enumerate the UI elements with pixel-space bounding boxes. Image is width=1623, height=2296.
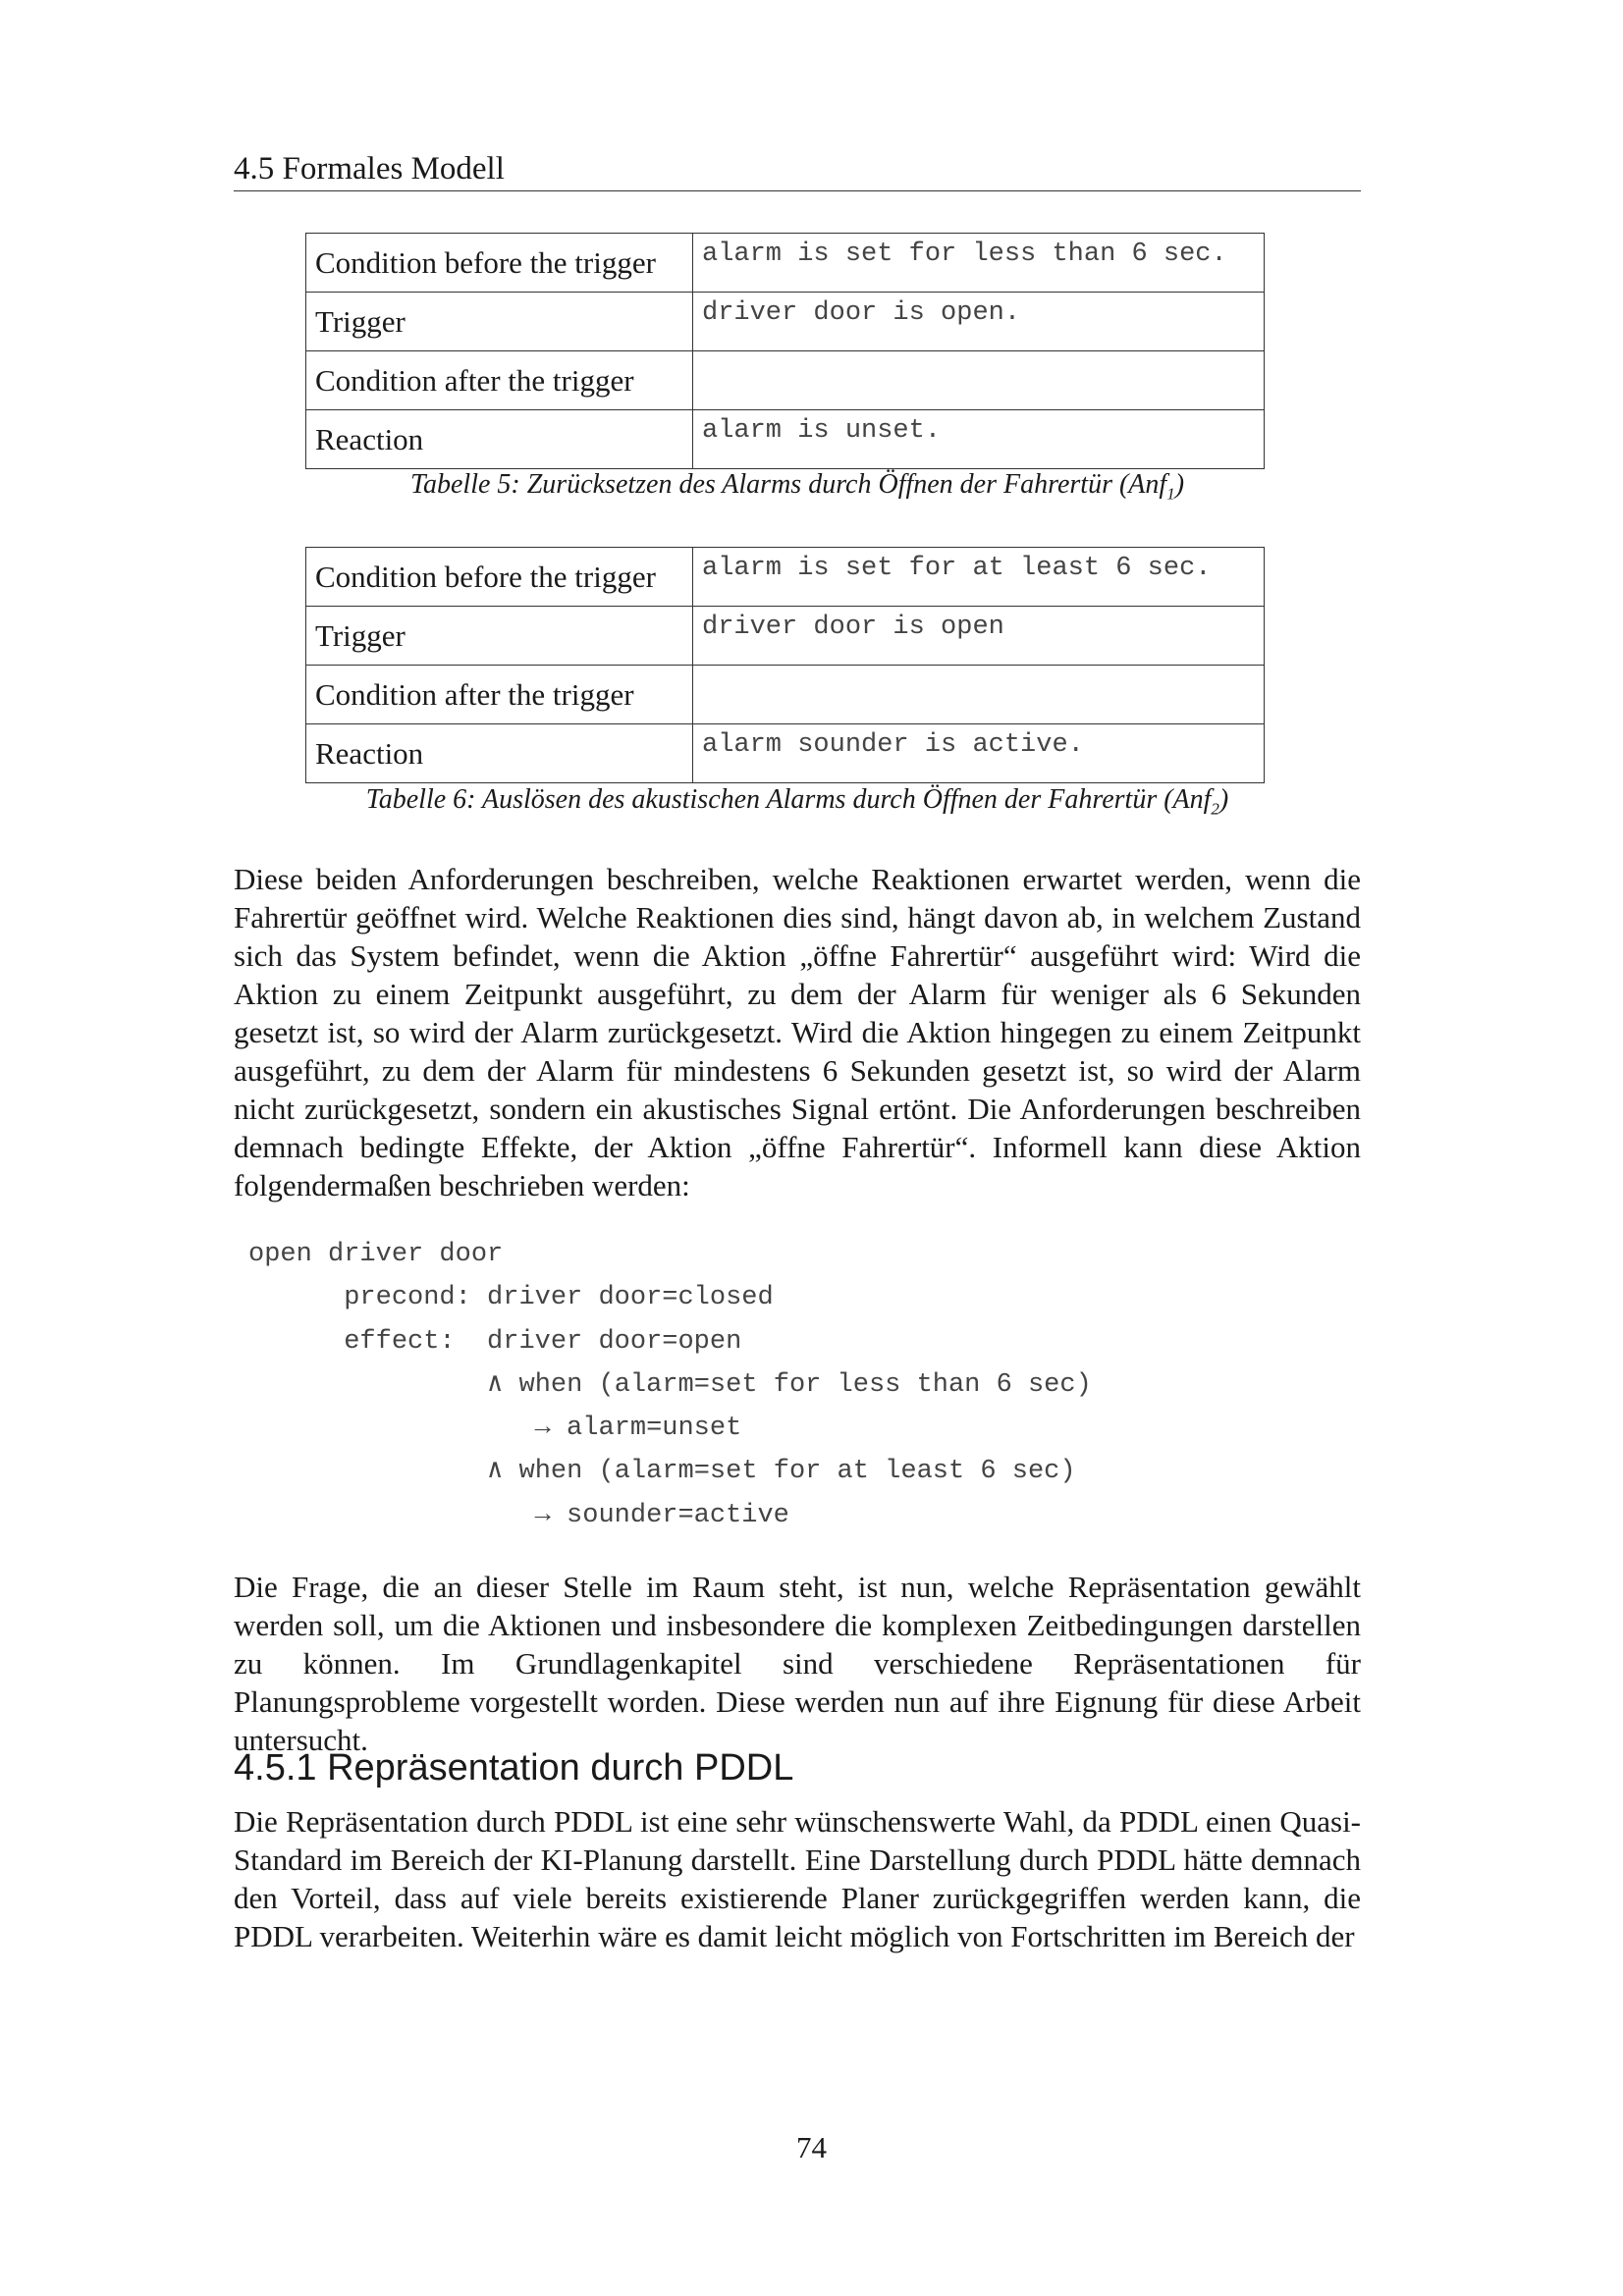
caption-close: ) xyxy=(1218,784,1229,815)
table-cell-value xyxy=(693,351,1265,410)
table-caption-5 xyxy=(234,467,1361,512)
table-row xyxy=(306,351,1265,410)
table-row xyxy=(306,548,1265,607)
caption-close: ) xyxy=(1174,469,1185,500)
table-row xyxy=(306,724,1265,783)
caption-text: Tabelle 6: Auslösen des akustischen Alarms durch Öffnen der Fahrertür (Anf xyxy=(365,784,1212,815)
body-paragraph-3: Die Repräsentation durch PDDL ist eine sehr wünschenswerte Wahl, da PDDL einen Quasi-Standard im Bereich der KI-Planung darstellt. Eine Darstellung durch PDDL hätte demnach den Vorteil, dass auf viele bereits existierende Planer zurückgegriffen werden kann, die PDDL verarbeiten. Weiterhin wäre es damit leicht möglich von Fortschritten im Bereich der xyxy=(234,1804,1361,1953)
table-cell-value: driver door is open xyxy=(693,607,1265,666)
table-row xyxy=(306,410,1265,469)
table-cell-value: alarm is set for at least 6 sec. xyxy=(693,548,1265,607)
code-line: ∧ when (alarm=set for at least 6 sec) xyxy=(248,1457,1076,1487)
running-header: 4.5 Formales Modell xyxy=(234,149,1361,191)
table-cell-value: driver door is open. xyxy=(693,293,1265,351)
table-cell-key: Condition before the trigger xyxy=(306,548,693,607)
table-cell-value: alarm is unset. xyxy=(693,410,1265,469)
table-caption-6 xyxy=(234,782,1361,828)
table-cell-value: alarm is set for less than 6 sec. xyxy=(693,234,1265,293)
table-cell-value: alarm sounder is active. xyxy=(693,724,1265,783)
table-cell-key: Trigger xyxy=(306,293,693,351)
table-cell-key: Condition before the trigger xyxy=(306,234,693,293)
code-line: effect: driver door=open xyxy=(248,1326,742,1357)
section-heading: 4.5.1 Repräsentation durch PDDL xyxy=(234,1747,794,1789)
table-row xyxy=(306,293,1265,351)
code-line: → sounder=active xyxy=(248,1500,789,1530)
code-line: ∧ when (alarm=set for less than 6 sec) xyxy=(248,1369,1092,1400)
caption-subscript: 2 xyxy=(1211,799,1219,819)
caption-subscript: 1 xyxy=(1166,484,1175,504)
table-cell-key: Trigger xyxy=(306,607,693,666)
table-cell-key: Reaction xyxy=(306,410,693,469)
code-line: open driver door xyxy=(248,1240,504,1269)
code-line: precond: driver door=closed xyxy=(248,1283,774,1313)
code-line: → alarm=unset xyxy=(248,1414,742,1444)
table-row xyxy=(306,666,1265,724)
table-cell-value xyxy=(693,666,1265,724)
body-paragraph-1: Diese beiden Anforderungen beschreiben, welche Reaktionen erwartet werden, wenn die Fahrertür geöffnet wird. Welche Reaktionen dies sind, hängt davon ab, in welchem Zustand sich das System befindet, wenn die Aktion „öffne Fahrertür“ ausgeführt wird: Wird die Aktion zu einem Zeitpunkt ausgeführt, zu dem der Alarm für weniger als 6 Sekunden gesetzt ist, so wird der Alarm zurückgesetzt. Wird die Aktion hingegen zu einem Zeitpunkt ausgeführt, zu dem der Alarm für mindestens 6 Sekunden gesetzt ist, so wird der Alarm nicht zurückgesetzt, sondern ein akustisches Signal ertönt. Die Anforderungen beschreiben demnach bedingte Effekte, der Aktion „öffne Fahrertür“. Informell kann diese Aktion folgendermaßen beschrieben werden: xyxy=(234,862,1361,1202)
requirement-table-2 xyxy=(305,547,1265,783)
caption-text: Tabelle 5: Zurücksetzen des Alarms durch Öffnen der Fahrertür (Anf xyxy=(409,469,1167,500)
body-paragraph-2: Die Frage, die an dieser Stelle im Raum steht, ist nun, welche Repräsentation gewählt werden soll, um die Aktionen und insbesondere die komplexen Zeitbedingungen darstellen zu können. Im Grundlagenkapitel sind verschiedene Repräsentationen für Planungsprobleme vorgestellt worden. Diese werden nun auf ihre Eignung für diese Arbeit untersucht. xyxy=(234,1570,1361,1757)
requirement-table-1 xyxy=(305,233,1265,469)
table-cell-key: Reaction xyxy=(306,724,693,783)
table-cell-key: Condition after the trigger xyxy=(306,666,693,724)
action-code-block xyxy=(248,1233,1328,1537)
table-row xyxy=(306,607,1265,666)
table-row xyxy=(306,234,1265,293)
page-number: 74 xyxy=(796,2130,827,2164)
table-cell-key: Condition after the trigger xyxy=(306,351,693,410)
